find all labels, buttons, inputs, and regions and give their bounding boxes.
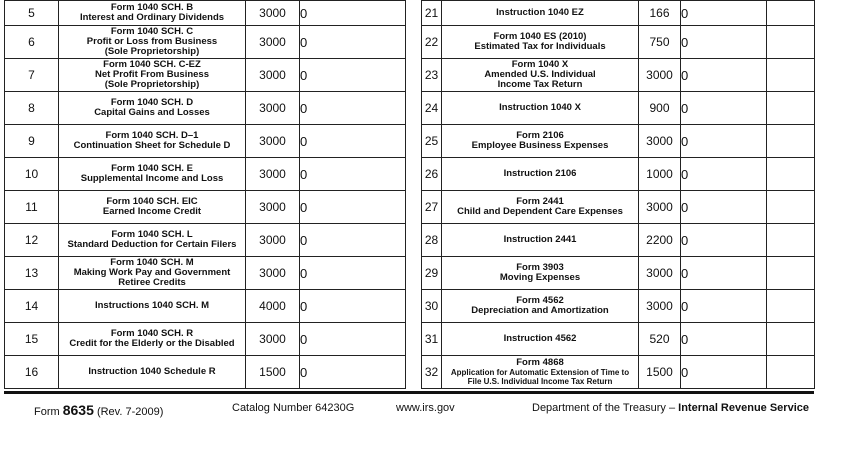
- max-quantity: 3000: [246, 158, 300, 191]
- table-row: [5, 356, 815, 389]
- form-line-number: 11: [5, 191, 59, 224]
- column-gap: [406, 290, 422, 323]
- form-title: [59, 26, 246, 59]
- max-quantity: 3000: [246, 224, 300, 257]
- form-title: [442, 224, 639, 257]
- quantity-ordered-field[interactable]: 0: [300, 59, 406, 92]
- quantity-ordered-field[interactable]: 0: [300, 191, 406, 224]
- max-quantity: 520: [639, 323, 681, 356]
- column-gap: [406, 92, 422, 125]
- form-title-line: Net Profit From Business: [94, 69, 210, 80]
- table-row: [5, 1, 815, 26]
- form-title-line: File U.S. Individual Income Tax Return: [467, 377, 613, 386]
- form-line-number: 8: [5, 92, 59, 125]
- form-title-line: Form 1040 SCH. C: [110, 26, 194, 37]
- extra-column: [767, 290, 815, 323]
- table-row: [5, 92, 815, 125]
- form-title-line: Instruction 4562: [503, 333, 577, 344]
- quantity-ordered-field[interactable]: 0: [300, 92, 406, 125]
- form-title-line: Credit for the Elderly or the Disabled: [69, 338, 235, 349]
- table-row: [5, 125, 815, 158]
- max-quantity: 3000: [246, 125, 300, 158]
- form-title: [59, 323, 246, 356]
- form-id: Form 8635 (Rev. 7-2009): [34, 402, 164, 418]
- quantity-ordered-field[interactable]: 0: [300, 257, 406, 290]
- extra-column: [767, 323, 815, 356]
- form-title-line: Interest and Ordinary Dividends: [79, 12, 225, 23]
- table-row: [5, 158, 815, 191]
- form-title-line: Instruction 1040 X: [499, 102, 581, 113]
- form-title-line: Supplemental Income and Loss: [80, 173, 224, 184]
- form-title: [442, 92, 639, 125]
- quantity-ordered-field[interactable]: 0: [300, 125, 406, 158]
- form-title: [442, 59, 639, 92]
- max-quantity: 3000: [246, 257, 300, 290]
- table-row: [5, 290, 815, 323]
- form-title-line: Retiree Credits: [118, 277, 186, 288]
- quantity-ordered-field[interactable]: 0: [681, 224, 767, 257]
- form-title-line: Moving Expenses: [499, 272, 581, 283]
- catalog-number: Catalog Number 64230G: [232, 402, 355, 414]
- form-line-number: 7: [5, 59, 59, 92]
- form-title: [442, 257, 639, 290]
- quantity-ordered-field[interactable]: 0: [300, 323, 406, 356]
- extra-column: [767, 92, 815, 125]
- max-quantity: 3000: [639, 125, 681, 158]
- form-title: [59, 257, 246, 290]
- website-link[interactable]: www.irs.gov: [396, 402, 455, 414]
- form-title-line: Form 1040 SCH. L: [111, 229, 193, 240]
- quantity-ordered-field[interactable]: 0: [681, 158, 767, 191]
- max-quantity: 1500: [639, 356, 681, 389]
- extra-column: [767, 191, 815, 224]
- form-title: [59, 356, 246, 389]
- form-title: [442, 158, 639, 191]
- max-quantity: 4000: [246, 290, 300, 323]
- extra-column: [767, 26, 815, 59]
- quantity-ordered-field[interactable]: 0: [681, 356, 767, 389]
- column-gap: [406, 1, 422, 26]
- column-gap: [406, 158, 422, 191]
- max-quantity: 750: [639, 26, 681, 59]
- form-line-number: 13: [5, 257, 59, 290]
- quantity-ordered-field[interactable]: 0: [300, 290, 406, 323]
- form-title: [59, 290, 246, 323]
- column-gap: [406, 125, 422, 158]
- quantity-ordered-field[interactable]: 0: [681, 323, 767, 356]
- quantity-ordered-field[interactable]: 0: [681, 92, 767, 125]
- quantity-ordered-field[interactable]: 0: [681, 59, 767, 92]
- quantity-ordered-field[interactable]: 0: [300, 26, 406, 59]
- form-title-line: Form 1040 SCH. B: [110, 2, 194, 13]
- form-title: [59, 1, 246, 26]
- form-title-line: Estimated Tax for Individuals: [474, 41, 606, 52]
- form-title: [59, 59, 246, 92]
- form-title: [442, 1, 639, 26]
- quantity-ordered-field[interactable]: 0: [681, 290, 767, 323]
- form-title-line: Form 1040 X: [511, 59, 569, 70]
- max-quantity: 166: [639, 1, 681, 26]
- form-title-line: Employee Business Expenses: [471, 140, 609, 151]
- form-line-number: 14: [5, 290, 59, 323]
- form-title-line: Form 4868: [516, 357, 564, 368]
- max-quantity: 3000: [246, 191, 300, 224]
- form-title-line: Depreciation and Amortization: [471, 305, 609, 316]
- form-line-number: 32: [422, 356, 442, 389]
- extra-column: [767, 158, 815, 191]
- extra-column: [767, 1, 815, 26]
- max-quantity: 3000: [246, 323, 300, 356]
- form-title-line: Form 2441: [516, 196, 564, 207]
- form-line-number: 25: [422, 125, 442, 158]
- max-quantity: 3000: [246, 1, 300, 26]
- form-title-line: Profit or Loss from Business: [86, 36, 218, 47]
- form-title-line: Instruction 2106: [503, 168, 577, 179]
- form-title-line: Capital Gains and Losses: [94, 107, 210, 118]
- column-gap: [406, 356, 422, 389]
- max-quantity: 2200: [639, 224, 681, 257]
- form-line-number: 15: [5, 323, 59, 356]
- quantity-ordered-field[interactable]: 0: [681, 191, 767, 224]
- department-name: Department of the Treasury – Internal Revenue Service: [532, 402, 809, 414]
- form-title-line: Continuation Sheet for Schedule D: [73, 140, 231, 151]
- quantity-ordered-field[interactable]: 0: [300, 1, 406, 26]
- form-title: [442, 356, 639, 389]
- column-gap: [406, 59, 422, 92]
- form-title-line: Instruction 2441: [503, 234, 577, 245]
- table-row: [5, 323, 815, 356]
- quantity-ordered-field[interactable]: 0: [681, 26, 767, 59]
- extra-column: [767, 59, 815, 92]
- quantity-ordered-field[interactable]: 0: [681, 1, 767, 26]
- form-title-line: Child and Dependent Care Expenses: [457, 206, 623, 217]
- form-title: [442, 26, 639, 59]
- max-quantity: 900: [639, 92, 681, 125]
- column-gap: [406, 224, 422, 257]
- form-line-number: 5: [5, 1, 59, 26]
- form-title-line: Making Work Pay and Government: [73, 267, 231, 278]
- max-quantity: 3000: [246, 92, 300, 125]
- form-title-line: Standard Deduction for Certain Filers: [67, 239, 237, 250]
- form-line-number: 16: [5, 356, 59, 389]
- form-title: [442, 125, 639, 158]
- table-bottom-rule: [4, 391, 814, 394]
- quantity-ordered-field[interactable]: 0: [300, 356, 406, 389]
- form-title-line: Instruction 1040 EZ: [496, 7, 584, 18]
- max-quantity: 3000: [639, 290, 681, 323]
- form-line-number: 28: [422, 224, 442, 257]
- form-title: [59, 158, 246, 191]
- table-row: [5, 257, 815, 290]
- form-title: [442, 290, 639, 323]
- form-title-line: (Sole Proprietorship): [104, 79, 200, 90]
- max-quantity: 1500: [246, 356, 300, 389]
- column-gap: [406, 191, 422, 224]
- form-line-number: 31: [422, 323, 442, 356]
- column-gap: [406, 323, 422, 356]
- form-footer: [34, 402, 814, 418]
- form-title: [442, 323, 639, 356]
- form-title: [59, 191, 246, 224]
- form-title-line: Amended U.S. Individual: [484, 69, 596, 80]
- form-title: [59, 224, 246, 257]
- form-line-number: 6: [5, 26, 59, 59]
- form-title: [442, 191, 639, 224]
- table-row: [5, 59, 815, 92]
- form-title: [59, 92, 246, 125]
- table-row: [5, 191, 815, 224]
- max-quantity: 3000: [639, 191, 681, 224]
- form-line-number: 9: [5, 125, 59, 158]
- extra-column: [767, 257, 815, 290]
- form-title-line: Form 1040 SCH. C-EZ: [103, 59, 201, 70]
- quantity-ordered-field[interactable]: 0: [681, 257, 767, 290]
- form-line-number: 30: [422, 290, 442, 323]
- form-title-line: Form 1040 SCH. D–1: [105, 130, 199, 141]
- form-line-number: 24: [422, 92, 442, 125]
- quantity-ordered-field[interactable]: 0: [300, 158, 406, 191]
- extra-column: [767, 125, 815, 158]
- max-quantity: 3000: [639, 257, 681, 290]
- form-title-line: Earned Income Credit: [102, 206, 202, 217]
- form-title-line: Application for Automatic Extension of Time to: [450, 368, 630, 377]
- form-title-line: Form 1040 SCH. R: [110, 328, 194, 339]
- form-title-line: Form 2106: [516, 130, 564, 141]
- max-quantity: 1000: [639, 158, 681, 191]
- form-title-line: Instruction 1040 Schedule R: [88, 366, 216, 377]
- form-title: [59, 125, 246, 158]
- form-title-line: Instructions 1040 SCH. M: [94, 300, 210, 311]
- form-line-number: 10: [5, 158, 59, 191]
- form-title-line: Form 1040 ES (2010): [493, 31, 587, 42]
- form-line-number: 21: [422, 1, 442, 26]
- extra-column: [767, 224, 815, 257]
- form-title-line: Form 4562: [516, 295, 564, 306]
- form-title-line: Form 3903: [516, 262, 564, 273]
- quantity-ordered-field[interactable]: 0: [300, 224, 406, 257]
- form-title-line: (Sole Proprietorship): [104, 46, 200, 57]
- form-line-number: 27: [422, 191, 442, 224]
- form-line-number: 29: [422, 257, 442, 290]
- form-line-number: 22: [422, 26, 442, 59]
- form-title-line: Form 1040 SCH. E: [111, 163, 193, 174]
- form-line-number: 26: [422, 158, 442, 191]
- form-line-number: 12: [5, 224, 59, 257]
- form-title-line: Form 1040 SCH. M: [110, 257, 194, 268]
- form-line-number: 23: [422, 59, 442, 92]
- form-title-line: Form 1040 SCH. EIC: [106, 196, 198, 207]
- table-row: [5, 26, 815, 59]
- extra-column: [767, 356, 815, 389]
- max-quantity: 3000: [639, 59, 681, 92]
- max-quantity: 3000: [246, 26, 300, 59]
- forms-order-table: [4, 0, 815, 389]
- quantity-ordered-field[interactable]: 0: [681, 125, 767, 158]
- table-row: [5, 224, 815, 257]
- form-title-line: Form 1040 SCH. D: [110, 97, 194, 108]
- max-quantity: 3000: [246, 59, 300, 92]
- form-title-line: Income Tax Return: [497, 79, 583, 90]
- column-gap: [406, 26, 422, 59]
- column-gap: [406, 257, 422, 290]
